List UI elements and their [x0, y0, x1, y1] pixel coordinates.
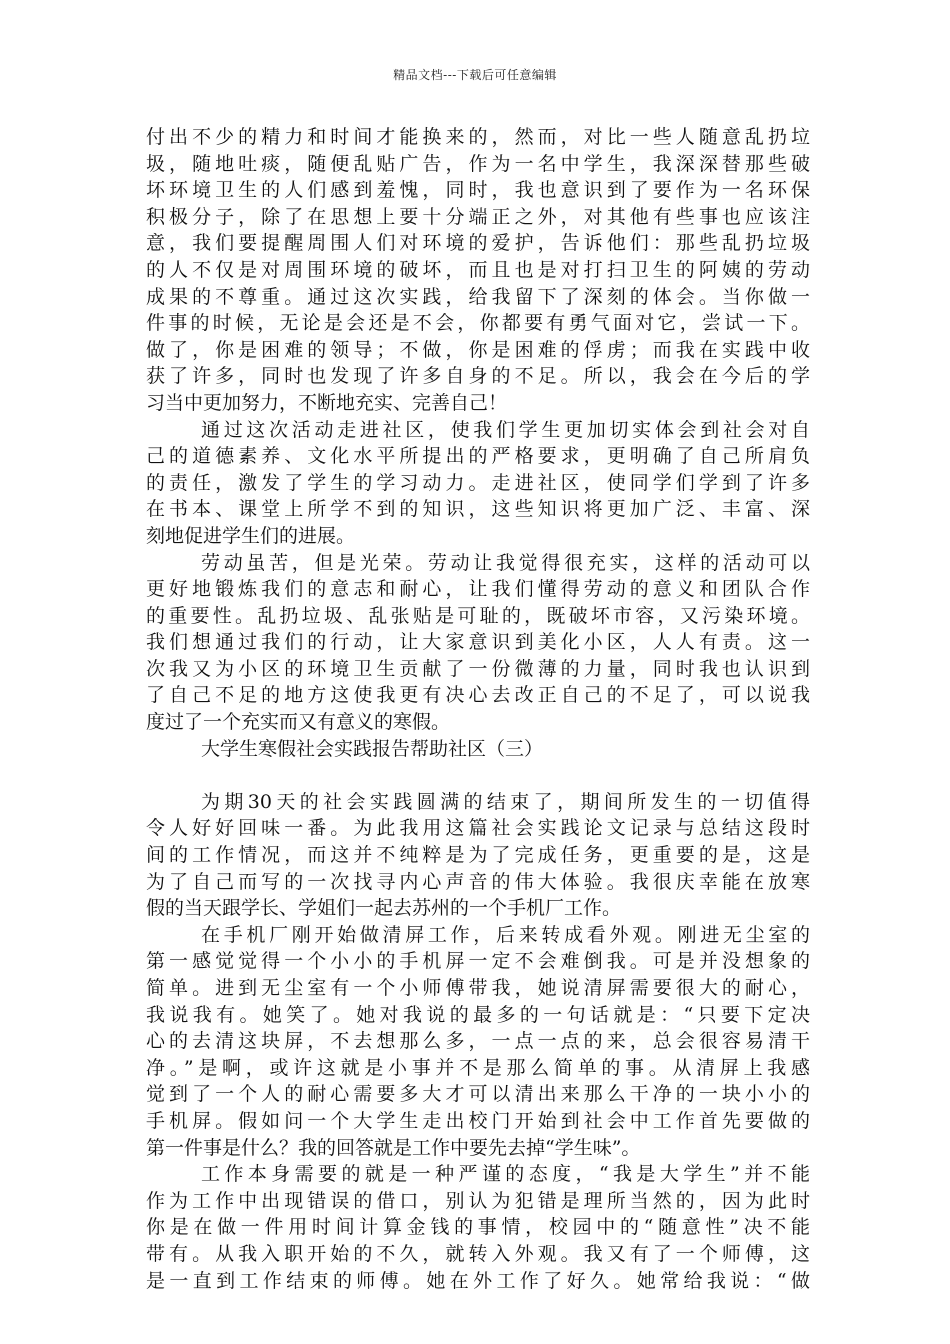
text-line: 我说我有。她笑了。她对我说的最多的一句话就是：“只要下定决 [146, 1003, 810, 1026]
text-line: 度过了一个充实而又有意义的寒假。 [146, 711, 451, 734]
text-line: 的人不仅是对周围环境的破坏，而且也是对打扫卫生的阿姨的劳动 [146, 258, 810, 281]
text-line: 是一直到工作结束的师傅。她在外工作了好久。她常给我说：“做 [146, 1269, 810, 1292]
text-line: 件事的时候，无论是会还是不会，你都要有勇气面对它，尝试一下。 [146, 312, 810, 335]
text-line: 手机屏。假如问一个大学生走出校门开始到社会中工作首先要做的 [146, 1109, 810, 1132]
text-line: 意，我们要提醒周围人们对环境的爱护，告诉他们：那些乱扔垃圾 [146, 232, 810, 255]
text-line: 刻地促进学生们的进展。 [146, 524, 356, 547]
text-line: 获了许多，同时也发现了许多自身的不足。所以，我会在今后的学 [146, 365, 810, 388]
text-line: 第一件事是什么？我的回答就是工作中要先去掉“学生味”。 [146, 1136, 641, 1159]
text-line: 次我又为小区的环境卫生贡献了一份微薄的力量，同时我也认识到 [146, 657, 810, 680]
text-line: 做了，你是困难的领导；不做，你是困难的俘虏；而我在实践中收 [146, 338, 810, 361]
text-line: 己的道德素养、文化水平所提出的严格要求，更明确了自己所肩负 [146, 445, 810, 468]
paragraph-first-line: 劳动虽苦，但是光荣。劳动让我觉得很充实，这样的活动可以 [201, 551, 810, 574]
paragraph-first-line: 在手机厂刚开始做清屏工作，后来转成看外观。刚进无尘室的 [201, 923, 810, 946]
text-line: 付出不少的精力和时间才能换来的，然而，对比一些人随意乱扔垃 [146, 126, 810, 148]
paragraph-first-line: 通过这次活动走进社区，使我们学生更加切实体会到社会对自 [201, 418, 810, 441]
text-line: 简单。进到无尘室有一个小师傅带我，她说清屏需要很大的耐心， [146, 977, 810, 999]
text-line: 的责任，激发了学生的学习动力。走进社区，使同学们学到了许多 [146, 471, 810, 494]
text-line: 成果的不尊重。通过这次实践，给我留下了深刻的体会。当你做一 [146, 285, 810, 308]
text-line: 积极分子，除了在思想上要十分端正之外，对其他有些事也应该注 [146, 205, 810, 228]
text-line: 第一感觉觉得一个小小的手机屏一定不会难倒我。可是并没想象的 [146, 950, 810, 973]
paragraph-first-line: 大学生寒假社会实践报告帮助社区（三） [201, 737, 544, 760]
text-line: 觉到了一个人的耐心需要多大才可以清出来那么干净的一块小小的 [146, 1083, 810, 1106]
blank-line [146, 762, 810, 789]
text-line: 习当中更加努力，不断地充实、完善自己！ [146, 391, 508, 414]
text-line: 你是在做一件用时间计算金钱的事情，校园中的“随意性”决不能 [146, 1216, 810, 1239]
text-line: 假的当天跟学长、学姐们一起去苏州的一个手机厂工作。 [146, 897, 622, 920]
text-line: 带有。从我入职开始的不久，就转入外观。我又有了一个师傅，这 [146, 1242, 810, 1265]
text-line: 圾，随地吐痰，随便乱贴广告，作为一名中学生，我深深替那些破 [146, 152, 810, 175]
document-body [146, 124, 810, 1294]
text-line: 了自己不足的地方这使我更有决心去改正自己的不足了，可以说我 [146, 684, 810, 707]
text-line: 令人好好回味一番。为此我用这篇社会实践论文记录与总结这段时 [146, 817, 810, 840]
text-line: 心的去清这块屏，不去想那么多，一点一点的来，总会很容易清干 [146, 1030, 810, 1053]
text-line: 我们想通过我们的行动，让大家意识到美化小区，人人有责。这一 [146, 631, 810, 654]
text-line: 的重要性。乱扔垃圾、乱张贴是可耻的，既破坏市容，又污染环境。 [146, 604, 810, 627]
page-header: 精品文档---下载后可任意编辑 [393, 68, 557, 82]
text-line: 净。”是啊，或许这就是小事并不是那么简单的事。从清屏上我感 [146, 1056, 810, 1079]
text-line: 作为工作中出现错误的借口，别认为犯错是理所当然的，因为此时 [146, 1189, 810, 1212]
text-line: 为了自己而写的一次找寻内心声音的伟大体验。我很庆幸能在放寒 [146, 870, 810, 893]
text-line: 在书本、课堂上所学不到的知识，这些知识将更加广泛、丰富、深 [146, 498, 810, 521]
text-line: 坏环境卫生的人们感到羞愧，同时，我也意识到了要作为一名环保 [146, 179, 810, 202]
paragraph-first-line: 工作本身需要的就是一种严谨的态度，“我是大学生”并不能 [201, 1163, 810, 1186]
text-line: 更好地锻炼我们的意志和耐心，让我们懂得劳动的意义和团队合作 [146, 578, 810, 601]
paragraph-first-line: 为期30天的社会实践圆满的结束了，期间所发生的一切值得 [201, 790, 810, 813]
text-line: 间的工作情况，而这并不纯粹是为了完成任务，更重要的是，这是 [146, 844, 810, 867]
